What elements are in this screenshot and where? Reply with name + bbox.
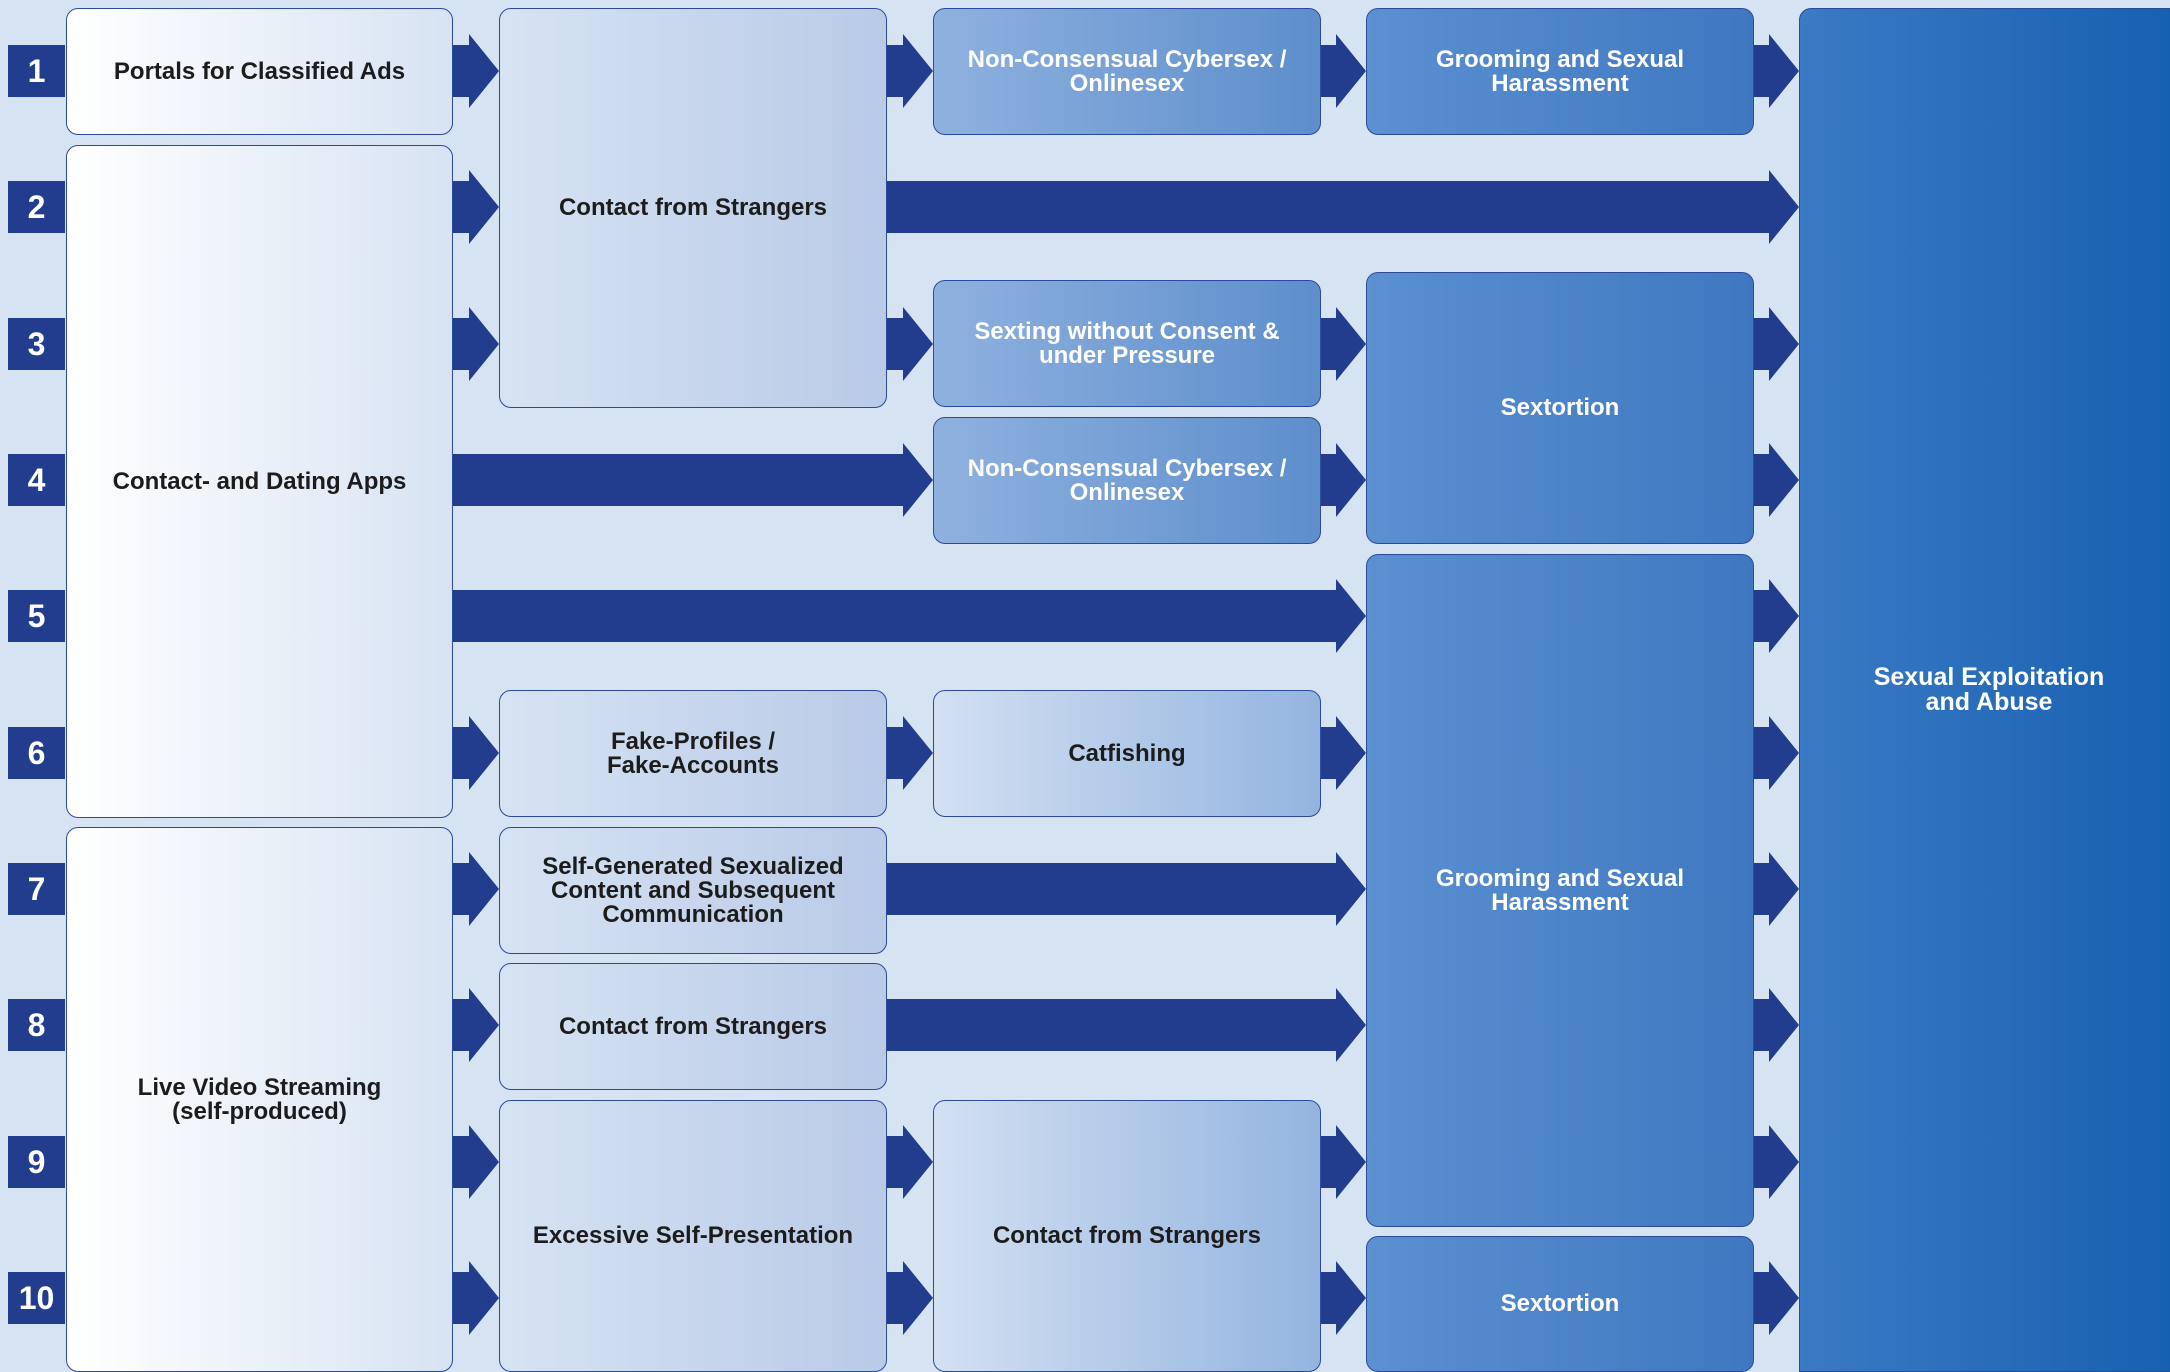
flow-arrow bbox=[1754, 1125, 1799, 1199]
flow-arrow bbox=[1754, 716, 1799, 790]
node-self-generated-content: Self-Generated Sexualized Content and Subsequent Communication bbox=[499, 827, 887, 954]
flow-arrow bbox=[1321, 1125, 1366, 1199]
row-number-10: 10 bbox=[8, 1272, 65, 1324]
node-sextortion-2: Sextortion bbox=[1366, 1236, 1754, 1372]
node-excessive-self-presentation: Excessive Self-Presentation bbox=[499, 1100, 887, 1372]
flow-arrow bbox=[1321, 1261, 1366, 1335]
flow-arrow bbox=[453, 579, 1366, 653]
row-number-1: 1 bbox=[8, 45, 65, 97]
node-non-consensual-cybersex-1: Non-Consensual Cybersex / Onlinesex bbox=[933, 8, 1321, 135]
node-sexting-without-consent: Sexting without Consent & under Pressure bbox=[933, 280, 1321, 407]
flow-arrow bbox=[453, 307, 499, 381]
flow-arrow bbox=[887, 170, 1799, 244]
node-grooming-harassment-1: Grooming and Sexual Harassment bbox=[1366, 8, 1754, 135]
flow-arrow bbox=[1754, 1261, 1799, 1335]
flow-arrow bbox=[453, 1125, 499, 1199]
flow-arrow bbox=[887, 1125, 933, 1199]
flow-arrow bbox=[1754, 579, 1799, 653]
row-number-3: 3 bbox=[8, 318, 65, 370]
node-sexual-exploitation-abuse: Sexual Exploitation and Abuse bbox=[1799, 8, 2170, 1372]
flow-arrow bbox=[453, 1261, 499, 1335]
row-number-9: 9 bbox=[8, 1136, 65, 1188]
row-number-5: 5 bbox=[8, 590, 65, 642]
row-number-2: 2 bbox=[8, 181, 65, 233]
row-number-7: 7 bbox=[8, 863, 65, 915]
node-sextortion-1: Sextortion bbox=[1366, 272, 1754, 544]
flow-arrow bbox=[1321, 443, 1366, 517]
row-number-6: 6 bbox=[8, 727, 65, 779]
node-contact-from-strangers-bottom: Contact from Strangers bbox=[933, 1100, 1321, 1372]
flow-arrow bbox=[887, 852, 1366, 926]
node-fake-profiles: Fake-Profiles / Fake-Accounts bbox=[499, 690, 887, 817]
node-grooming-harassment-2: Grooming and Sexual Harassment bbox=[1366, 554, 1754, 1227]
flow-arrow bbox=[887, 307, 933, 381]
node-non-consensual-cybersex-2: Non-Consensual Cybersex / Onlinesex bbox=[933, 417, 1321, 544]
flow-arrow bbox=[887, 1261, 933, 1335]
flow-arrow bbox=[1321, 716, 1366, 790]
flow-arrow bbox=[1321, 34, 1366, 108]
flow-arrow bbox=[887, 988, 1366, 1062]
flow-arrow bbox=[453, 716, 499, 790]
node-portals-classified-ads: Portals for Classified Ads bbox=[66, 8, 453, 135]
node-catfishing: Catfishing bbox=[933, 690, 1321, 817]
flow-arrow bbox=[1321, 307, 1366, 381]
node-contact-dating-apps: Contact- and Dating Apps bbox=[66, 145, 453, 818]
row-number-8: 8 bbox=[8, 999, 65, 1051]
flow-arrow bbox=[1754, 34, 1799, 108]
node-contact-from-strangers-mid: Contact from Strangers bbox=[499, 963, 887, 1090]
flow-arrow bbox=[453, 852, 499, 926]
flow-arrow bbox=[1754, 443, 1799, 517]
row-number-4: 4 bbox=[8, 454, 65, 506]
flow-arrow bbox=[1754, 307, 1799, 381]
flow-arrow bbox=[1754, 988, 1799, 1062]
flow-arrow bbox=[453, 988, 499, 1062]
flow-arrow bbox=[453, 170, 499, 244]
flow-arrow bbox=[453, 34, 499, 108]
flow-arrow bbox=[1754, 852, 1799, 926]
flow-arrow bbox=[887, 34, 933, 108]
node-contact-from-strangers-top: Contact from Strangers bbox=[499, 8, 887, 408]
flow-arrow bbox=[453, 443, 933, 517]
node-live-video-streaming: Live Video Streaming (self-produced) bbox=[66, 827, 453, 1372]
flow-arrow bbox=[887, 716, 933, 790]
